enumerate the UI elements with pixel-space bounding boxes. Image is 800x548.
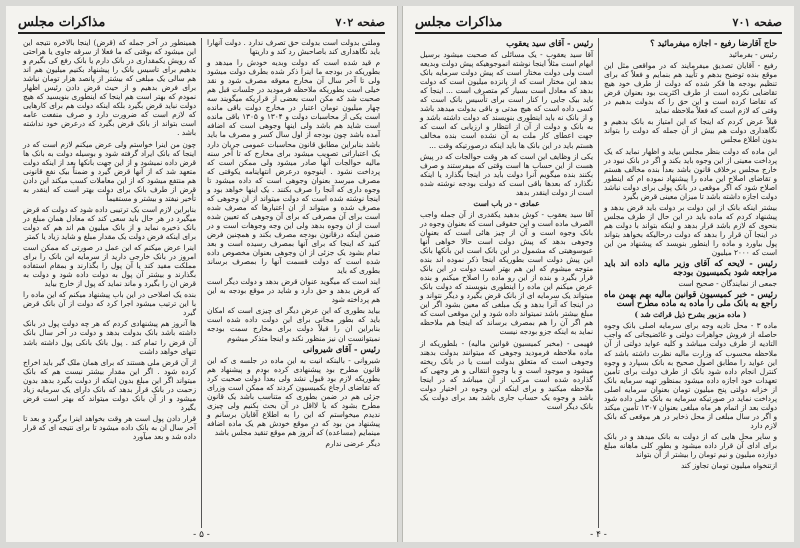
paragraph: آقا سید یعقوب - یک مسائلی که صحبت میشود برسیل ایهام است مثلاً اینجا نوشته انموجوهیکه پیش دولت وبدیعه است ولی دولت مختار است که پیش دولت سرمایه بانک بدهد این مختار است که از پانزده میلیون است که دولت بدهد که معادل است بسیار کم متصرف است ... اینجا که باید بیک جایی را کنار است برای تأسیس بانک است که کسی داده است که هیچ مدتی و باقی بدولت میدهد باشد و از بانک نه باید اینطوری بنویسند که دولت داشته باشد و به بانک و دولت از آن از انتظار و ارزیابی که است که جهت اعطای کار ملت به آن نشده است بنده مخالف هستم باید در این بانک ها باید اینکه درصورتیکه وقت ... — [420, 50, 593, 150]
right-page — [402, 6, 794, 542]
paragraph: دیگر عرضی ندارم — [325, 439, 380, 449]
paragraph: رئیس - بفرمائید — [728, 50, 777, 60]
left-page-header — [18, 12, 385, 34]
paragraph: بیاید بطوری که این عرض دیگر ای چیزی است که امکان باید که بطور مجانی برای این دولت داده شده است بنابراین ان را قبلاً دولت برای مخارج سمت بودجه نمیتوانست ان نیز منظور نکند و اینجا متذکر میشوم — [207, 306, 380, 343]
paragraph: آقا سید یعقوب - کوش بدهید یکقدری از آن جمله واجب الصرف ماده است و این حقوقی است که بعنوان وجوه در بانک وجوه است و آن از چیز هائی است که بعنوان وجوهی بدهد که پیش دولت است حالا خواهی آنها عبوسوهیتی که مشمول در این بانک است این بانکها بانک این پیش دولت است بطوریکه اینجا ذکر نموده اند بنده متوجه میشوم که این هم بهتر است دولت در این بانک قرار بگیرد و بنده از این رو ماده را اصلاح میکنم و بنده عرض میکنم این ماده را اینطوری بنویسند که دولت بانک میتواند یک سرمایه ای از بانک قرض بگیرد و دیگر نتواند و در اینجا که آنرا بدهد و یک مبلغی که معین بشود اگر این مبلغ بیشتر باشد نمیتواند داده شود و این موقعی است که هم اگر آن را هم بمصرف برساند که اینجا هم ملاحظه نماید به اینکه جزو بودجه نیست — [420, 209, 593, 337]
right-page-columns — [415, 38, 782, 528]
paragraph: ماده ۳ - محل تادیه وجه برای سرمایه اصلی بانک وجوه حاصله از فروش جواهرات دولتی و غائضیجاتی که واجب التادیه از طرف دولت میباشد و کلیه عواید دولتی از آن ملاحظه محسوب که وزارت مالیه نظرت داشته باشد که این عواید را مطابق اصول صحیح به بانک بسپارد و وجوه کنترل انجام داده شود بانک از طرف دولت برای تأمین تعهدات خود اجازه داده میشود بمنظور تهیه سرمایه بانک از خزانه دولتی پنج میلیون تومان بعنوان سرمایه اصلی پرداخت نماید در صورتیکه سرمایه به بانک ملی داده شود دولت بعد از اتمام هر ماه مبلغی بعنوان ۱۳۰۷ تأمین میکند و اگر در سال مبلغی از محل ذخایر در هر موقعی که بانک لازم دارد — [604, 321, 777, 430]
speaker-heading: رئیس - لایحه که آقای وزیر مالیه داده اند باید مراجعه شود بکمیسیون بودجه — [604, 258, 777, 278]
right-page-left-column — [415, 38, 599, 528]
paragraph: از آن قرض ملی هستند که برای همان ملک گیر باید اخراج کرده شود . اگر این مقدار بیشتر نیست هم که بانک میتواند اگر این مبلغ بدون اینکه از دولت بگیرد بدهد بدون زحمت در بانک قرار بدهد که بانک دارای یک سرمایه زیاد میشود و از آن بانک دولت میتواند که بهتر است قرض بگیرد — [23, 357, 196, 412]
left-page — [6, 6, 398, 542]
paragraph: فهیمی - (مخبر کمیسیون قوانین مالیه) - بلطوریکه از ماده ملاحظه فرمودید وجوهی که میتوانند بدولت بدهند وجوهی است که متعلق بدولت است یا در بانک ریخته میشود و موجود است و یا وجوه انتقالی و هر وجهی که گذارده شده است مرکب از آن میباشد که در اینجا ملاحظه میکنید و برای اینکه این وجوه در اختیار دولت باشد و وجوه یک حساب جاری باشد بعد برای دولت یک بانک دیگر است — [420, 338, 593, 411]
paragraph: یکی از وظایف این است که هر وقت حوالجات که در پیش هست از این حساب ها است وقتی که میفرستند و صرف بکنند بنده میگویم آنرا دولت باید در اینجا بگذارد یا اینکه نگذارد که بعدها باقی است که دولت بودجه نوشته شده است از دولت اینقدر بدهد — [420, 151, 593, 197]
paragraph: جمعی از نمایندگان - صحیح است — [678, 279, 777, 289]
paragraph: این ماده که دولت بنظر مجلس بیاید و اظهار نماید که یک پرداخت معینی از این وجوه باید بکند و اگر در بانک نبود در خارج مجلس برخلاف قانون باشد بعداً بنده مخالف هستم و تقاضای اصلاح این ماده را پیشنهاد نموده ام که اینطور اصلاح شود که اگر موقعی در بانک پولی برای دولت نباشد دولت اجازه داشته باشد تا میزان معینی قرض بگیرد — [604, 146, 777, 201]
paragraph: قرار دادن پول است هر وقت بخواهد اینرا برگیرد و بعد تا آخر سال ان به بانک داده میشود تا برای نتیجه ای که قرار داده شد و بعد میآورد — [23, 413, 196, 441]
paragraph: ها آنروز هم پیشنهادی کردم که هر چه دولت پول در بانک داشته باشد بانک بدولت بدهد و دولت در آخر سال بانک آن قرض را تمام کند . پول بانک بانکی پول داشته باشد تنهای خواهد داشت — [23, 319, 196, 356]
speaker-heading: رئیس - خبر کمیسیون قوانین مالیه بهم بهمن ماه راجع به بانک ملی را ماده به ماده مطرح است — [604, 289, 777, 309]
paragraph: بیشتر اینکه بانک از این دولت بر دولت باید قرض بدهد و پیشنهاد کردم که ماده باید در این حال از طرف مجلس بنحوی که لازم باشد قرار بدهد و اینکه بتواند با دولت هم در اینجا آن قرار را بدهد که دولت درحالیکه بخواهد بتواند پول بیاورد و ماده را اینطور بنویسد که پیشنهاد من این است که ۲۰۰۰ میلیون — [604, 202, 777, 258]
left-page-footer: - ۵ - — [193, 530, 210, 540]
paragraph: بنده یک اصلاحی در این باب پیشنهاد میکنم که این ماده را با این ترتیب میشود اجرا کرد که دولت از آن بانک قرض گیرد — [23, 290, 196, 318]
right-page-right-column — [599, 38, 782, 528]
paragraph: همینطور در آخر جمله که (قرض) اینجا بالاخره نتیجه این این میشود که بوقتی که ما فعلا از سرقه جاوی یا هراحتی که رویش یکمقداری در بانک دارم یا بانک رفع کی بگیرم و بدهیم برای تاسیس بانک را پیشنهاد بکنیم میلیون هم اند هم سالی یک مبلغی که بیشتر از پانصد هزار تومان نباشد برای فرض بدهیم و از حیث قرض دادن رئیس اظهار نمودم که بهتر است هم اینجا که اینطوری بنویسید که هیچ دولت نباید قرض بگیرد بلکه اینکه دولت هم برای کارهایی که لازم است که ضرورت دارد و صرف منفعت عامه است بتواند از بانک قرض بگیرد که درعرض خود نداشته باشد . — [23, 38, 196, 138]
centered-note: عمادی - در باب است — [473, 198, 540, 208]
centered-note: ( ماده مزبور بشرح ذیل قرائت شد ) — [634, 310, 747, 320]
paragraph: بنابراین لازم است یک ترتیبی داده شود که دولت که قرض میگیرد در هر حال باید سعی کند که معادل همان مبلغ در بانک ذخیره نماید و از بانک میلیون هم اند هم که دولت برای اینکه فرض دولت یک مقدار مبلغ و شاید زیاد یا کمتر — [23, 204, 196, 241]
left-page-number: صفحه ۷۰۲ — [335, 15, 385, 29]
right-page-footer: - ۴ - — [590, 530, 607, 540]
paragraph: و سایر محل هایی که از دولت به بانک میدهد و در بانک برای ادای آن قرار داده میشود و بطور کلی ماهانه مبلغ دوازده میلیون و نیم تومان را بیشتر از آن بتواند — [604, 431, 777, 460]
speaker-heading: حاج آقارضا رفیع - اجازه میفرمائید ؟ — [650, 38, 777, 48]
paragraph: چون من اینرا خواستم ولی عرض میکنم لازم است که در اینجا که بانک ایراد گرفته شود و بوسیله دولت به بانک ها قرض داده نمیشود و از این جهت بانکها بعد از اینکه دولت متعهد شد که از آنها قرض گیرد و ضمناً بیک نفع قانونی هم منتفع میشود که از این معاملات کسب میکند این دادن قرض از طرف بانک برای دولت بهتر است که اینقدر به تأخیر نیفتد و بیشتر و مستقیماً — [23, 139, 196, 203]
right-page-number: صفحه ۷۰۱ — [732, 15, 782, 29]
left-page-left-column — [18, 38, 202, 528]
left-page-right-column — [202, 38, 385, 528]
left-page-title: مذاکرات مجلس — [18, 14, 106, 30]
paragraph: رفیع - آقایان تصدیق میفرمایند که در مواقعی مثل این موقع بنده توضیح بدهم و تأیید هم بنمایم و فعلاً که برای تنظیم بودجه ها فکر شده که دولت از طرف خود هیچ تقاضایی نکرده است از طرف اکثریت بود بعنوان قرض که تقاضا کرده است و این حق را که بدولت بدهیم در وقتی که لازم است که فعلاً ملاحظه نماید — [604, 61, 777, 116]
right-page-header — [415, 12, 782, 34]
right-page-title: مذاکرات مجلس — [415, 14, 503, 30]
speaker-heading: رئیس - آقای سید یعقوب — [506, 38, 593, 48]
left-page-columns — [18, 38, 385, 528]
paragraph: وملتی بدولت است بدولت حق تصرف ندارد . دولت آنهارا باید نگاهداری کند باصاحبش رد کند و داریتها — [207, 38, 380, 57]
paragraph: ازتنخواه میلیون تومان تجاوز کند — [680, 461, 777, 471]
paragraph: ایند است که میگوید عنوان قرض بدهد و دولت دیگر است که قرض بدهد و حق دارد و شاید در موقع بودجه به این هم پرداخته شود — [207, 277, 380, 305]
speaker-heading: رئیس - آقای شیروانی — [302, 343, 380, 354]
paragraph: اینرا عرض میکنم که این عمل در صورتی که ممکن است امروز در بانک خارجی دارید از سرمایه این بانک را برای مملکت مفید کند یا آن پول را بگذارند و بمقام استفاده بگذارند و بیشتر آن پول به دولت داده شود و دولت به قرض ان را بگیرد و ماند نماید که پول از خارج بیاید — [23, 243, 196, 289]
paragraph: قبلاً عرض کردم که اینجا که این امتیاز به بانک بدهیم و نگاهداری دولت هم بیش از آن جمله که دولت را بتواند بدون اطلاع مجلس — [604, 117, 777, 145]
paragraph: شیروانی - بالبنکه انیت به این ماده در جلسه ی که این قانون مطرح بود پیشنهادی کرده بودم و پیشنهاد هم بطوریکه لازم بود قبول نشد ولی بعداً دولت صحبت کرد که تقاضای ارجاع بکمیسیون کردند که ممکن است وزرای جزئی هم در ضمن بطوری که متناسب باشد یک قانون مطرح بشود که یا لااقل در آن بحث بکنیم ولی چیزی ندیدم میخواستم که این را به اطلاع آقایان برسانم و پیشنهاد من بود که در موقع خودش هم یک ماده اضافه مینمایم (مساعده) که آنروز هم موقع تنقید مجلس باشد — [207, 355, 380, 437]
paragraph: م قید شده است که دولت وبدیه خودش را میدهد و بطوریکه در بودجه ما اینرا ذکر شده بطرف دولت میشود ولی تا آخر سال آن مخارج معوقه مصرف شود و نقد خیلی است بطوریکه ملاحظه فرمودید در جلسات قبل هم صحبت شد که مکن است بعضی از قراریکه میگویند سه چهار میلیون تومان اعتبار در مخارج دولت باقی مانده است یکی از محاسبات دولت و ۱۳۰۴ و ۱۳۰۵ باقی مانده است شاید هم باشد ولی اینها وجوهی است که اضافه آمده باشد چون بودجه از اول سال کسر و مصرف ما باید باشد بنابراین مطابق قانون محاسبات عمومی جریان دارد یک اعتباراتی تصویب میشود برای مخارج که تا آخر سنه مالیه حوالجات آنها صادر میشود ولی ممکن است که پرداخت نشود . اینوجوه درعرض انتهاینامه یکوقتی که مصرف میرسد بعنوان وجوهی است که داده میشود تا وجوه داری که آنجا را صرف بکنند . یک اینها خواهد بود و اینجا نوشته شده است که دولت میتواند از ان وجوهی که مصرف شده و میتواند از ان اعتبارها که مصرف شده است برای آن مصرفی که برای آن وجوهی که تعیین شده است از ان وجوه بدهد ولی این وجه وجوهات است و در ضمن اینکه درقانون بودجه مصرف بکند و همچنین فرض کنید که اینجا که برای آنها بمصرف رسیده است و بعد تمام بشود یک جزئی از ان وجوهی بعنوان مخصوص داده شده است که دولت قسمت آنها را بمصرف برساند بطوری که باید — [207, 58, 381, 276]
